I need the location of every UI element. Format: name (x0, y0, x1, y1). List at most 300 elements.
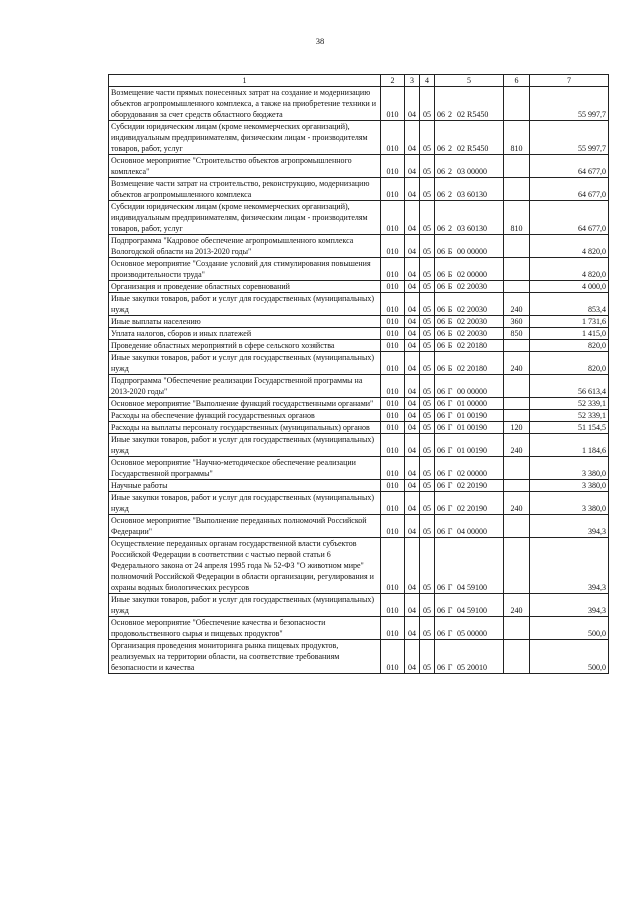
target-article-part: 2 (448, 167, 452, 176)
expense-type-cell (504, 178, 530, 201)
target-article-part: 06 (437, 481, 445, 490)
section-code-cell: 04 (405, 293, 420, 316)
subsection-code-cell: 05 (420, 328, 435, 340)
header-cell: 1 (109, 75, 381, 87)
target-article-part: 05 (457, 629, 465, 638)
target-article-part: 20030 (467, 317, 487, 326)
target-article-part: Г (447, 469, 453, 478)
item-name-cell: Проведение областных мероприятий в сфере сельского хозяйства (109, 340, 381, 352)
subsection-code-cell: 05 (420, 594, 435, 617)
item-name-cell: Уплата налогов, сборов и иных платежей (109, 328, 381, 340)
item-name-cell: Основное мероприятие "Выполнение функций государственными органами" (109, 398, 381, 410)
section-code-cell: 04 (405, 617, 420, 640)
target-article-part: 20010 (467, 663, 487, 672)
table-header-row (109, 75, 609, 87)
subsection-code-cell: 05 (420, 235, 435, 258)
target-article-part: 02 (457, 504, 465, 513)
table-row (109, 178, 609, 201)
target-article-part: 05 (457, 663, 465, 672)
target-article-part: 00190 (467, 446, 487, 455)
table-row (109, 375, 609, 398)
subsection-code-cell: 05 (420, 155, 435, 178)
table-row (109, 492, 609, 515)
target-article-cell (435, 281, 504, 293)
target-article-part: 2 (448, 190, 452, 199)
subsection-code-cell: 05 (420, 492, 435, 515)
target-article-part: Г (447, 504, 453, 513)
target-article-part: 00 (457, 387, 465, 396)
amount-cell: 3 380,0 (530, 492, 609, 515)
section-code-cell: 04 (405, 258, 420, 281)
section-code-cell: 04 (405, 87, 420, 121)
section-code-cell: 04 (405, 340, 420, 352)
subsection-code-cell: 05 (420, 422, 435, 434)
amount-cell: 55 997,7 (530, 87, 609, 121)
section-code-cell: 04 (405, 352, 420, 375)
subsection-code-cell: 05 (420, 178, 435, 201)
expense-type-cell: 240 (504, 492, 530, 515)
item-name-cell: Расходы на выплаты персоналу государственных (муниципальных) органов (109, 422, 381, 434)
table-row (109, 155, 609, 178)
section-code-cell: 04 (405, 422, 420, 434)
target-article-cell (435, 87, 504, 121)
expense-type-cell: 240 (504, 434, 530, 457)
target-article-part: 59100 (467, 606, 487, 615)
ministry-code-cell: 010 (381, 640, 405, 674)
expense-type-cell (504, 617, 530, 640)
target-article-cell (435, 640, 504, 674)
header-cell: 2 (381, 75, 405, 87)
target-article-part: Г (447, 446, 453, 455)
target-article-part: 20180 (467, 364, 487, 373)
item-name-cell: Научные работы (109, 480, 381, 492)
target-article-part: 06 (437, 270, 445, 279)
expense-type-cell (504, 155, 530, 178)
expense-type-cell (504, 340, 530, 352)
target-article-part: 20030 (467, 282, 487, 291)
target-article-part: 00000 (467, 270, 487, 279)
ministry-code-cell: 010 (381, 422, 405, 434)
target-article-part: 00000 (467, 527, 487, 536)
target-article-part: 06 (437, 364, 445, 373)
target-article-part: 06 (437, 190, 445, 199)
expense-type-cell: 240 (504, 293, 530, 316)
expense-type-cell: 360 (504, 316, 530, 328)
amount-cell: 64 677,0 (530, 178, 609, 201)
ministry-code-cell: 010 (381, 281, 405, 293)
table-row (109, 281, 609, 293)
section-code-cell: 04 (405, 640, 420, 674)
target-article-part: Б (447, 270, 453, 279)
table-row (109, 328, 609, 340)
table-row (109, 422, 609, 434)
target-article-part: 06 (437, 110, 445, 119)
target-article-part: 02 (457, 329, 465, 338)
item-name-cell: Расходы на обеспечение функций государственных органов (109, 410, 381, 422)
table-row (109, 340, 609, 352)
amount-cell: 64 677,0 (530, 201, 609, 235)
table-row (109, 640, 609, 674)
target-article-part: 06 (437, 504, 445, 513)
table-row (109, 316, 609, 328)
ministry-code-cell: 010 (381, 235, 405, 258)
expense-type-cell (504, 398, 530, 410)
expense-type-cell (504, 235, 530, 258)
section-code-cell: 04 (405, 155, 420, 178)
table-row (109, 480, 609, 492)
header-cell: 7 (530, 75, 609, 87)
expense-type-cell (504, 515, 530, 538)
subsection-code-cell: 05 (420, 87, 435, 121)
table-row (109, 293, 609, 316)
ministry-code-cell: 010 (381, 293, 405, 316)
ministry-code-cell: 010 (381, 398, 405, 410)
target-article-part: 04 (457, 606, 465, 615)
ministry-code-cell: 010 (381, 155, 405, 178)
section-code-cell: 04 (405, 398, 420, 410)
target-article-cell (435, 293, 504, 316)
target-article-part: 04 (457, 527, 465, 536)
amount-cell: 3 380,0 (530, 457, 609, 480)
target-article-part: 06 (437, 317, 445, 326)
target-article-cell (435, 352, 504, 375)
target-article-cell (435, 340, 504, 352)
target-article-part: 06 (437, 144, 445, 153)
target-article-part: 06 (437, 387, 445, 396)
target-article-part: 20190 (467, 481, 487, 490)
table-row (109, 87, 609, 121)
expense-type-cell (504, 258, 530, 281)
table-row (109, 258, 609, 281)
expense-type-cell: 810 (504, 121, 530, 155)
target-article-part: 59100 (467, 583, 487, 592)
expense-type-cell: 240 (504, 594, 530, 617)
target-article-part: Г (447, 387, 453, 396)
target-article-part: 20180 (467, 341, 487, 350)
ministry-code-cell: 010 (381, 457, 405, 480)
amount-cell: 4 820,0 (530, 258, 609, 281)
item-name-cell: Иные закупки товаров, работ и услуг для государственных (муниципальных) нужд (109, 594, 381, 617)
amount-cell: 1 415,0 (530, 328, 609, 340)
target-article-part: Г (447, 583, 453, 592)
amount-cell: 56 613,4 (530, 375, 609, 398)
table-row (109, 121, 609, 155)
target-article-part: 03 (457, 190, 465, 199)
target-article-part: 01 (457, 399, 465, 408)
target-article-cell (435, 155, 504, 178)
target-article-part: 2 (448, 110, 452, 119)
item-name-cell: Организация и проведение областных соревнований (109, 281, 381, 293)
target-article-part: 06 (437, 469, 445, 478)
target-article-cell (435, 316, 504, 328)
target-article-part: Б (447, 329, 453, 338)
target-article-cell (435, 375, 504, 398)
section-code-cell: 04 (405, 235, 420, 258)
target-article-part: Б (447, 364, 453, 373)
target-article-part: Б (447, 247, 453, 256)
target-article-part: 06 (437, 341, 445, 350)
amount-cell: 853,4 (530, 293, 609, 316)
target-article-part: 03 (457, 167, 465, 176)
subsection-code-cell: 05 (420, 398, 435, 410)
table-row (109, 235, 609, 258)
budget-table (108, 74, 609, 674)
section-code-cell: 04 (405, 178, 420, 201)
subsection-code-cell: 05 (420, 293, 435, 316)
target-article-part: 60130 (467, 190, 487, 199)
target-article-part: 06 (437, 663, 445, 672)
section-code-cell: 04 (405, 316, 420, 328)
ministry-code-cell: 010 (381, 316, 405, 328)
target-article-cell (435, 515, 504, 538)
section-code-cell: 04 (405, 328, 420, 340)
target-article-part: 06 (437, 329, 445, 338)
ministry-code-cell: 010 (381, 617, 405, 640)
amount-cell: 394,3 (530, 538, 609, 594)
subsection-code-cell: 05 (420, 457, 435, 480)
ministry-code-cell: 010 (381, 515, 405, 538)
expense-type-cell (504, 410, 530, 422)
target-article-part: 06 (437, 224, 445, 233)
item-name-cell: Субсидии юридическим лицам (кроме некоммерческих организаций), индивидуальным предпринимателям, физическим лицам - производителям товаров, работ, услуг (109, 201, 381, 235)
target-article-part: 06 (437, 606, 445, 615)
target-article-cell (435, 328, 504, 340)
item-name-cell: Субсидии юридическим лицам (кроме некоммерческих организаций), индивидуальным предпринимателям, физическим лицам - производителям товаров, работ, услуг (109, 121, 381, 155)
ministry-code-cell: 010 (381, 492, 405, 515)
item-name-cell: Основное мероприятие "Выполнение переданных полномочий Российской Федерации" (109, 515, 381, 538)
ministry-code-cell: 010 (381, 328, 405, 340)
ministry-code-cell: 010 (381, 352, 405, 375)
ministry-code-cell: 010 (381, 480, 405, 492)
target-article-part: Б (447, 317, 453, 326)
section-code-cell: 04 (405, 538, 420, 594)
target-article-part: Г (447, 663, 453, 672)
target-article-part: Б (447, 305, 453, 314)
subsection-code-cell: 05 (420, 410, 435, 422)
ministry-code-cell: 010 (381, 410, 405, 422)
expense-type-cell: 810 (504, 201, 530, 235)
target-article-part: 06 (437, 527, 445, 536)
item-name-cell: Подпрограмма "Кадровое обеспечение агропромышленного комплекса Вологодской области на 2013-2020 годы" (109, 235, 381, 258)
ministry-code-cell: 010 (381, 434, 405, 457)
expense-type-cell (504, 281, 530, 293)
section-code-cell: 04 (405, 375, 420, 398)
target-article-part: 20030 (467, 305, 487, 314)
target-article-part: 04 (457, 583, 465, 592)
page-number: 38 (315, 36, 325, 46)
item-name-cell: Подпрограмма "Обеспечение реализации Государственной программы на 2013-2020 годы" (109, 375, 381, 398)
target-article-part: 20030 (467, 329, 487, 338)
target-article-part: Б (447, 282, 453, 291)
subsection-code-cell: 05 (420, 640, 435, 674)
subsection-code-cell: 05 (420, 617, 435, 640)
target-article-part: 02 (457, 341, 465, 350)
expense-type-cell (504, 480, 530, 492)
section-code-cell: 04 (405, 594, 420, 617)
section-code-cell: 04 (405, 480, 420, 492)
section-code-cell: 04 (405, 121, 420, 155)
table-row (109, 352, 609, 375)
item-name-cell: Иные закупки товаров, работ и услуг для государственных (муниципальных) нужд (109, 352, 381, 375)
amount-cell: 55 997,7 (530, 121, 609, 155)
target-article-cell (435, 258, 504, 281)
subsection-code-cell: 05 (420, 121, 435, 155)
table-row (109, 201, 609, 235)
expense-type-cell: 120 (504, 422, 530, 434)
target-article-cell (435, 594, 504, 617)
target-article-part: 00000 (467, 629, 487, 638)
target-article-part: 02 (457, 469, 465, 478)
item-name-cell: Организация проведения мониторинга рынка пищевых продуктов, реализуемых на территории области, на соответствие требованиям безопасности и качества (109, 640, 381, 674)
amount-cell: 4 820,0 (530, 235, 609, 258)
amount-cell: 820,0 (530, 352, 609, 375)
expense-type-cell: 240 (504, 352, 530, 375)
table-row (109, 457, 609, 480)
target-article-cell (435, 434, 504, 457)
amount-cell: 820,0 (530, 340, 609, 352)
subsection-code-cell: 05 (420, 316, 435, 328)
target-article-part: 02 (457, 305, 465, 314)
item-name-cell: Иные закупки товаров, работ и услуг для государственных (муниципальных) нужд (109, 293, 381, 316)
section-code-cell: 04 (405, 515, 420, 538)
amount-cell: 52 339,1 (530, 410, 609, 422)
target-article-part: 06 (437, 282, 445, 291)
target-article-cell (435, 617, 504, 640)
target-article-part: Б (447, 341, 453, 350)
section-code-cell: 04 (405, 281, 420, 293)
target-article-part: 60130 (467, 224, 487, 233)
item-name-cell: Иные закупки товаров, работ и услуг для государственных (муниципальных) нужд (109, 492, 381, 515)
expense-type-cell (504, 457, 530, 480)
target-article-part: R5450 (467, 144, 489, 153)
target-article-part: 00000 (467, 469, 487, 478)
table-row (109, 594, 609, 617)
target-article-part: Г (447, 629, 453, 638)
expense-type-cell (504, 375, 530, 398)
target-article-part: 20190 (467, 504, 487, 513)
item-name-cell: Основное мероприятие "Создание условий для стимулирования повышения производительности труда" (109, 258, 381, 281)
ministry-code-cell: 010 (381, 258, 405, 281)
subsection-code-cell: 05 (420, 480, 435, 492)
target-article-part: 01 (457, 411, 465, 420)
ministry-code-cell: 010 (381, 87, 405, 121)
target-article-part: 00000 (467, 399, 487, 408)
target-article-cell (435, 538, 504, 594)
target-article-part: 02 (457, 317, 465, 326)
ministry-code-cell: 010 (381, 121, 405, 155)
target-article-part: Г (447, 411, 453, 420)
target-article-part: 02 (457, 144, 465, 153)
ministry-code-cell: 010 (381, 340, 405, 352)
expense-type-cell (504, 538, 530, 594)
item-name-cell: Основное мероприятие "Обеспечение качества и безопасности продовольственного сырья и пищевых продуктов" (109, 617, 381, 640)
subsection-code-cell: 05 (420, 515, 435, 538)
expense-type-cell: 850 (504, 328, 530, 340)
target-article-cell (435, 178, 504, 201)
target-article-cell (435, 235, 504, 258)
target-article-cell (435, 121, 504, 155)
target-article-part: 02 (457, 364, 465, 373)
item-name-cell: Возмещение части прямых понесенных затрат на создание и модернизацию объектов агропромышленного комплекса, а также на приобретение техники и оборудования за счет средств областного бюджета (109, 87, 381, 121)
table-row (109, 515, 609, 538)
subsection-code-cell: 05 (420, 375, 435, 398)
table-body (109, 87, 609, 674)
amount-cell: 64 677,0 (530, 155, 609, 178)
section-code-cell: 04 (405, 434, 420, 457)
subsection-code-cell: 05 (420, 538, 435, 594)
amount-cell: 4 000,0 (530, 281, 609, 293)
item-name-cell: Возмещение части затрат на строительство, реконструкцию, модернизацию объектов агропромышленного комплекса (109, 178, 381, 201)
subsection-code-cell: 05 (420, 340, 435, 352)
expense-type-cell (504, 87, 530, 121)
item-name-cell: Основное мероприятие "Научно-методическое обеспечение реализации Государственной программы" (109, 457, 381, 480)
item-name-cell: Основное мероприятие "Строительство объектов агропромышленного комплекса" (109, 155, 381, 178)
target-article-cell (435, 398, 504, 410)
target-article-part: 06 (437, 446, 445, 455)
amount-cell: 394,3 (530, 594, 609, 617)
target-article-part: 06 (437, 629, 445, 638)
table-row (109, 617, 609, 640)
target-article-part: Г (447, 481, 453, 490)
expense-type-cell (504, 640, 530, 674)
section-code-cell: 04 (405, 410, 420, 422)
target-article-cell (435, 422, 504, 434)
target-article-part: 00000 (467, 387, 487, 396)
header-cell: 5 (435, 75, 504, 87)
target-article-cell (435, 480, 504, 492)
header-cell: 4 (420, 75, 435, 87)
target-article-part: 00190 (467, 423, 487, 432)
target-article-part: 06 (437, 423, 445, 432)
target-article-part: 01 (457, 446, 465, 455)
amount-cell: 500,0 (530, 640, 609, 674)
table-row (109, 398, 609, 410)
target-article-part: 02 (457, 270, 465, 279)
target-article-part: 01 (457, 423, 465, 432)
subsection-code-cell: 05 (420, 281, 435, 293)
target-article-cell (435, 457, 504, 480)
target-article-part: R5450 (467, 110, 489, 119)
amount-cell: 1 731,6 (530, 316, 609, 328)
target-article-cell (435, 201, 504, 235)
amount-cell: 1 184,6 (530, 434, 609, 457)
amount-cell: 52 339,1 (530, 398, 609, 410)
ministry-code-cell: 010 (381, 178, 405, 201)
item-name-cell: Иные выплаты населению (109, 316, 381, 328)
ministry-code-cell: 010 (381, 375, 405, 398)
amount-cell: 500,0 (530, 617, 609, 640)
target-article-part: 06 (437, 411, 445, 420)
target-article-part: 06 (437, 583, 445, 592)
target-article-part: Г (447, 606, 453, 615)
table-row (109, 434, 609, 457)
target-article-part: 06 (437, 167, 445, 176)
table-row (109, 410, 609, 422)
target-article-part: 06 (437, 247, 445, 256)
target-article-part: 00190 (467, 411, 487, 420)
subsection-code-cell: 05 (420, 258, 435, 281)
subsection-code-cell: 05 (420, 434, 435, 457)
target-article-part: Г (447, 527, 453, 536)
target-article-part: 00000 (467, 247, 487, 256)
target-article-part: Г (447, 399, 453, 408)
item-name-cell: Осуществление переданных органам государственной власти субъектов Российской Федерации в соответствии с частью первой статьи 6 Федерального закона от 24 апреля 1995 года № 52-ФЗ "О животном мире" полномочий Российской Федерации в области организации, регулирования и охраны водных биологических ресурсов (109, 538, 381, 594)
ministry-code-cell: 010 (381, 538, 405, 594)
target-article-cell (435, 492, 504, 515)
amount-cell: 394,3 (530, 515, 609, 538)
target-article-cell (435, 410, 504, 422)
ministry-code-cell: 010 (381, 201, 405, 235)
